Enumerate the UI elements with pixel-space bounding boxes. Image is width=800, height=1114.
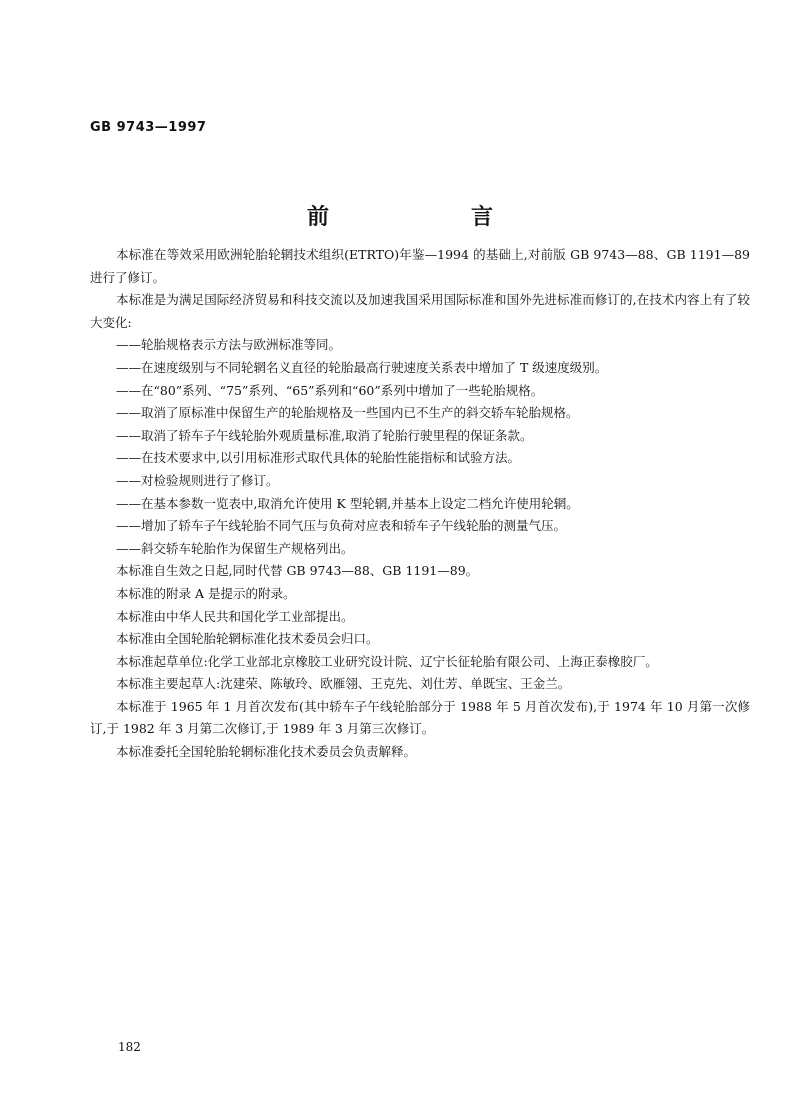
list-item: ——在基本参数一览表中,取消允许使用 K 型轮辋,并基本上设定二档允许使用轮辋。 (116, 495, 579, 511)
document-body (90, 244, 750, 764)
paragraph: 本标准主要起草人:沈建荣、陈敏玲、欧雁翎、王克先、刘仕芳、单既宝、王金兰。 (116, 676, 571, 692)
list-item: ——斜交轿车轮胎作为保留生产规格列出。 (116, 540, 354, 556)
list-item: ——取消了原标准中保留生产的轮胎规格及一些国内已不生产的斜交轿车轮胎规格。 (116, 405, 579, 421)
paragraph: 本标准于 1965 年 1 月首次发布(其中轿车子午线轮胎部分于 1988 年 5 月首次发布),于 1974 年 10 月第一次修订,于 1982 年 3 月第二次修订,于 1989 年 3 月第三次修订。 (90, 698, 750, 737)
list-item: ——在技术要求中,以引用标准形式取代具体的轮胎性能指标和试验方法。 (116, 450, 520, 466)
list-item: ——在“80”系列、“75”系列、“65”系列和“60”系列中增加了一些轮胎规格。 (116, 382, 544, 398)
list-item: ——在速度级别与不同轮辋名义直径的轮胎最高行驶速度关系表中增加了 T 级速度级别。 (116, 359, 608, 375)
paragraph: 本标准由中华人民共和国化学工业部提出。 (116, 608, 354, 624)
paragraph: 本标准起草单位:化学工业部北京橡胶工业研究设计院、辽宁长征轮胎有限公司、上海正泰橡胶厂。 (116, 653, 658, 669)
paragraph: 本标准的附录 A 是提示的附录。 (116, 585, 296, 601)
list-item: ——取消了轿车子午线轮胎外观质量标准,取消了轮胎行驶里程的保证条款。 (116, 427, 533, 443)
page-title: 前 言 (306, 204, 553, 230)
paragraph: 本标准是为满足国际经济贸易和科技交流以及加速我国采用国际标准和国外先进标准而修订的,在技术内容上有了较大变化: (90, 292, 750, 330)
paragraph: 本标准委托全国轮胎轮辋标准化技术委员会负责解释。 (116, 744, 417, 760)
list-item: ——对检验规则进行了修订。 (116, 472, 279, 488)
list-item: ——轮胎规格表示方法与欧洲标准等同。 (116, 337, 342, 353)
paragraph: 本标准在等效采用欧洲轮胎轮辋技术组织(ETRTO)年鉴—1994 的基础上,对前版 GB 9743—88、GB 1191—89 进行了修订。 (90, 247, 750, 285)
paragraph: 本标准由全国轮胎轮辋标准化技术委员会归口。 (116, 631, 379, 647)
list-item: ——增加了轿车子午线轮胎不同气压与负荷对应表和轿车子午线轮胎的测量气压。 (116, 518, 567, 534)
standard-code-header: GB 9743—1997 (90, 120, 207, 135)
paragraph: 本标准自生效之日起,同时代替 GB 9743—88、GB 1191—89。 (116, 563, 479, 579)
page-number: 182 (118, 1040, 141, 1054)
